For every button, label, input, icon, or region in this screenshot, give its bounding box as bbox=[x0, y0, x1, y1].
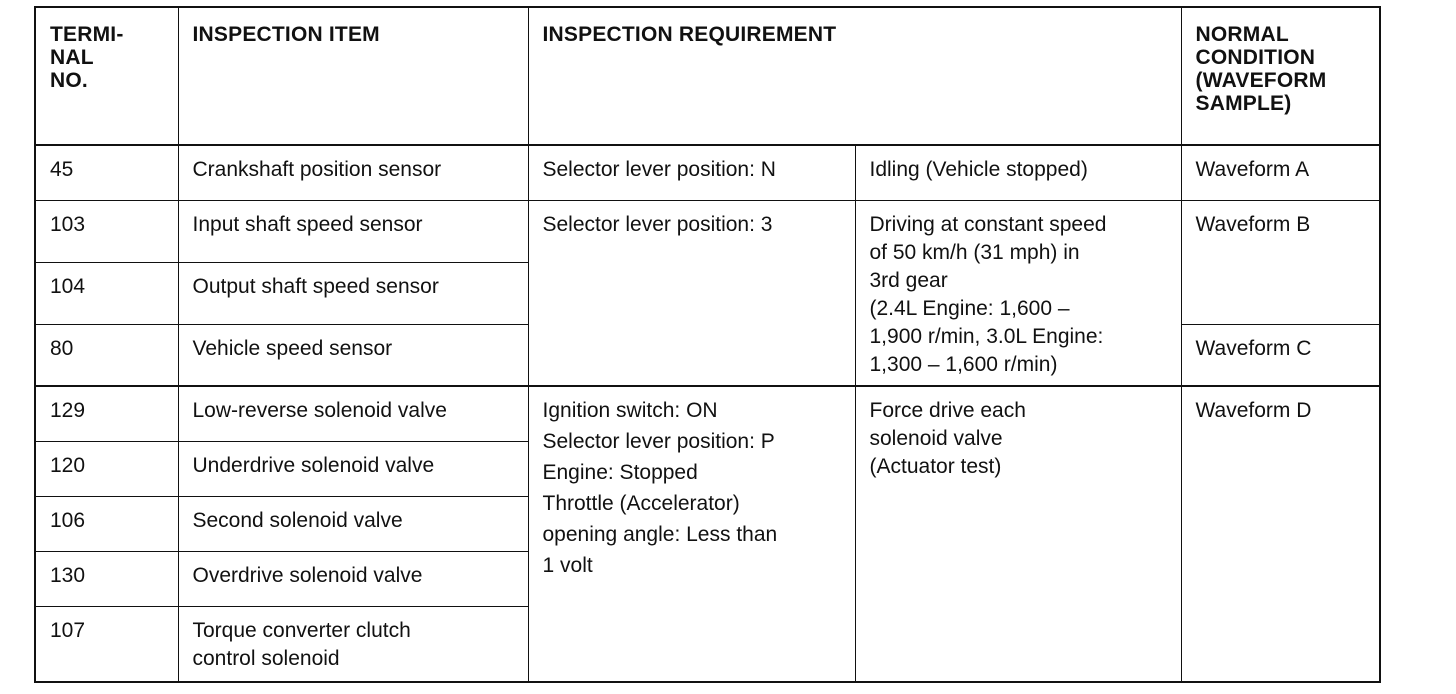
header-inspection-item: INSPECTION ITEM bbox=[178, 7, 528, 145]
terminal-cell: 103 bbox=[35, 200, 178, 262]
item-cell: Low-reverse solenoid valve bbox=[178, 386, 528, 441]
condition-cell: Idling (Vehicle stopped) bbox=[855, 145, 1181, 200]
requirement-cell bbox=[528, 386, 855, 682]
item-cell: Overdrive solenoid valve bbox=[178, 551, 528, 606]
item-cell: Second solenoid valve bbox=[178, 496, 528, 551]
table-row bbox=[35, 145, 1380, 200]
header-terminal-no: TERMI- NAL NO. bbox=[35, 7, 178, 145]
condition-cell: Force drive each solenoid valve (Actuator test) bbox=[855, 386, 1181, 682]
header-normal-condition: NORMAL CONDITION (WAVEFORM SAMPLE) bbox=[1181, 7, 1380, 145]
requirement-cell: Selector lever position: 3 bbox=[528, 200, 855, 386]
item-cell: Underdrive solenoid valve bbox=[178, 441, 528, 496]
waveform-cell: Waveform D bbox=[1181, 386, 1380, 682]
requirement-line: Ignition switch: ON bbox=[542, 399, 718, 422]
terminal-cell: 106 bbox=[35, 496, 178, 551]
requirement-cell: Selector lever position: N bbox=[528, 145, 855, 200]
requirement-line: Throttle (Accelerator) opening angle: Less than 1 volt bbox=[542, 492, 778, 577]
terminal-cell: 107 bbox=[35, 606, 178, 682]
item-cell: Crankshaft position sensor bbox=[178, 145, 528, 200]
item-cell: Torque converter clutch control solenoid bbox=[178, 606, 528, 682]
item-cell: Vehicle speed sensor bbox=[178, 324, 528, 386]
header-row bbox=[35, 7, 1380, 145]
waveform-cell: Waveform B bbox=[1181, 200, 1380, 324]
table-row bbox=[35, 200, 1380, 262]
requirement-line: Selector lever position: P bbox=[542, 430, 775, 453]
requirement-line: Engine: Stopped bbox=[542, 461, 698, 484]
terminal-cell: 120 bbox=[35, 441, 178, 496]
inspection-table bbox=[34, 6, 1381, 683]
waveform-cell: Waveform A bbox=[1181, 145, 1380, 200]
item-cell: Output shaft speed sensor bbox=[178, 262, 528, 324]
table-row bbox=[35, 386, 1380, 441]
terminal-cell: 129 bbox=[35, 386, 178, 441]
terminal-cell: 80 bbox=[35, 324, 178, 386]
condition-cell: Driving at constant speed of 50 km/h (31 mph) in 3rd gear (2.4L Engine: 1,600 – 1,900 r/min, 3.0L Engine: 1,300 – 1,600 r/min) bbox=[855, 200, 1181, 386]
terminal-cell: 104 bbox=[35, 262, 178, 324]
item-cell: Input shaft speed sensor bbox=[178, 200, 528, 262]
waveform-cell: Waveform C bbox=[1181, 324, 1380, 386]
header-inspection-requirement: INSPECTION REQUIREMENT bbox=[528, 7, 1181, 145]
terminal-cell: 45 bbox=[35, 145, 178, 200]
terminal-cell: 130 bbox=[35, 551, 178, 606]
